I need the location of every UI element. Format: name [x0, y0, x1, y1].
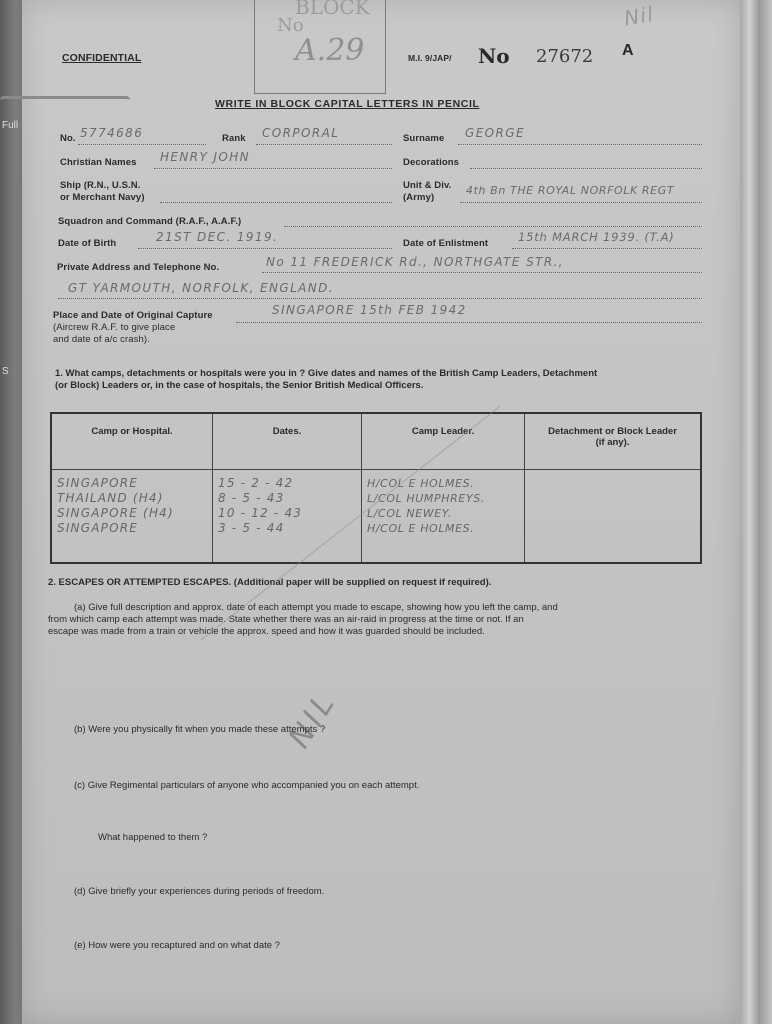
stamp-no: No	[277, 15, 304, 36]
address-value-line1: No 11 FREDERICK Rd., NORTHGATE STR.,	[266, 255, 564, 269]
table-cell: L/COL HUMPHREYS.	[367, 492, 485, 505]
stamp-text: BLOCK	[295, 0, 370, 19]
table-row	[51, 470, 701, 564]
form-reference: M.I. 9/JAP/	[408, 53, 452, 63]
number-label: No	[478, 44, 510, 68]
question-2a-line1: (a) Give full description and approx. date of each attempt you made to escape, showing how you left the camp, and	[74, 602, 558, 613]
enlistment-label: Date of Enlistment	[403, 238, 489, 249]
question-2b: (b) Were you physically fit when you made these attempts ?	[74, 724, 326, 735]
table-cell: 10 - 12 - 43	[218, 506, 303, 520]
dob-label: Date of Birth	[58, 238, 117, 249]
form-number: 27672	[536, 46, 594, 67]
nil-answer: NIL	[282, 685, 344, 755]
column-header: Camp Leader.	[362, 413, 525, 470]
capture-value: SINGAPORE 15th FEB 1942	[272, 303, 467, 317]
column-header: Detachment or Block Leader (if any).	[525, 413, 702, 470]
question-1-text-2: (or Block) Leaders or, in the case of hospitals, the Senior British Medical Officers.	[55, 380, 424, 391]
unit-label-2: (Army)	[403, 192, 435, 203]
table-cell: THAILAND (H4)	[57, 491, 164, 505]
nil-annotation: Nil	[622, 1, 657, 31]
surname-value: GEORGE	[465, 126, 525, 140]
dob-value: 21ST DEC. 1919.	[156, 230, 279, 244]
question-2a-line2: from which camp each attempt was made. State whether there was an air-raid in progress at the time or not. If an	[48, 614, 524, 625]
side-tab-label: Full	[2, 120, 19, 131]
decorations-label: Decorations	[403, 157, 460, 168]
question-2e: (e) How were you recaptured and on what date ?	[74, 940, 280, 951]
question-2d: (d) Give briefly your experiences during periods of freedom.	[74, 886, 325, 897]
capture-label-2: (Aircrew R.A.F. to give place	[53, 322, 176, 333]
christian-names-label: Christian Names	[60, 157, 137, 168]
unit-label: Unit & Div.	[403, 180, 452, 191]
table-cell	[525, 470, 702, 564]
table-cell: H/COL E HOLMES.	[367, 477, 475, 490]
rank-label: Rank	[222, 133, 246, 144]
surname-label: Surname	[403, 133, 445, 144]
rank-value: CORPORAL	[262, 126, 340, 140]
unit-value: 4th Bn THE ROYAL NORFOLK REGT	[466, 184, 675, 197]
table-cell: H/COL E HOLMES.	[367, 522, 475, 535]
no-value: 5774686	[80, 126, 144, 140]
table-cell: 15 - 2 - 42	[218, 476, 294, 490]
block-stamp	[254, 0, 386, 94]
squadron-label: Squadron and Command (R.A.F., A.A.F.)	[58, 216, 242, 227]
question-2c: (c) Give Regimental particulars of anyone who accompanied you on each attempt.	[74, 780, 420, 791]
question-2a-line3: escape was made from a train or vehicle the approx. speed and how it was guarded should be included.	[48, 626, 485, 637]
ship-label: Ship (R.N., U.S.N.	[60, 180, 141, 191]
ship-label-2: or Merchant Navy)	[60, 192, 145, 203]
form-suffix: A	[622, 42, 634, 59]
binder-string	[0, 96, 130, 107]
stamp-number: A.29	[295, 33, 365, 68]
camp-table	[50, 412, 702, 564]
capture-label-3: and date of a/c crash).	[53, 334, 150, 345]
table-cell: 8 - 5 - 43	[218, 491, 285, 505]
christian-names-value: HENRY JOHN	[160, 150, 251, 164]
question-1-text: 1. What camps, detachments or hospitals were you in ? Give dates and names of the British Camp Leaders, Detachment	[55, 368, 598, 379]
instruction-heading: WRITE IN BLOCK CAPITAL LETTERS IN PENCIL	[215, 98, 480, 110]
capture-label: Place and Date of Original Capture	[53, 310, 213, 321]
address-label: Private Address and Telephone No.	[57, 262, 220, 273]
table-cell: SINGAPORE (H4)	[57, 506, 174, 520]
column-header: Camp or Hospital.	[51, 413, 213, 470]
address-value-line2: GT YARMOUTH, NORFOLK, ENGLAND.	[68, 281, 335, 295]
column-header: Dates.	[213, 413, 362, 470]
table-cell: L/COL NEWEY.	[367, 507, 452, 520]
table-cell: SINGAPORE	[57, 521, 139, 535]
enlistment-value: 15th MARCH 1939. (T.A)	[518, 230, 675, 244]
page-stack-edge	[740, 0, 772, 1024]
question-2c-followup: What happened to them ?	[98, 832, 208, 843]
table-cell: SINGAPORE	[57, 476, 139, 490]
confidential-label: CONFIDENTIAL	[62, 52, 142, 64]
table-cell: 3 - 5 - 44	[218, 521, 285, 535]
side-tab-label: S	[2, 366, 9, 377]
question-2-heading: 2. ESCAPES OR ATTEMPTED ESCAPES. (Additional paper will be supplied on request if required).	[48, 577, 492, 588]
no-label: No.	[60, 133, 76, 144]
